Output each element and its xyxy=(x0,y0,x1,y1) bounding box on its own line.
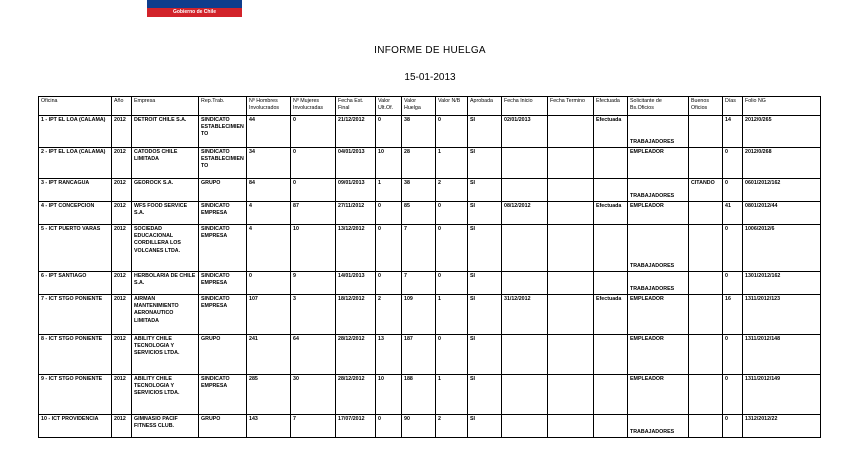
table-cell: 0 xyxy=(376,415,402,438)
table-cell: 2012 xyxy=(112,295,132,335)
table-cell xyxy=(548,415,594,438)
table-cell: 2 xyxy=(436,179,468,202)
column-header: Empresa xyxy=(132,97,199,116)
table-cell: 16 xyxy=(723,295,743,335)
table-cell xyxy=(689,375,723,415)
table-cell xyxy=(548,272,594,295)
table-cell: 1006/2012/6 xyxy=(743,225,821,272)
column-header: Fecha Inicio xyxy=(502,97,548,116)
gobierno-logo xyxy=(147,0,242,17)
table-cell: 0 xyxy=(723,415,743,438)
table-row xyxy=(39,179,821,202)
table-cell: 84 xyxy=(247,179,291,202)
table-cell xyxy=(689,116,723,148)
table-cell: 2012/0/265 xyxy=(743,116,821,148)
column-header: Aprobada xyxy=(468,97,502,116)
table-cell xyxy=(502,179,548,202)
table-cell: 107 xyxy=(247,295,291,335)
table-cell: Efectuada xyxy=(594,295,628,335)
table-cell: 30 xyxy=(291,375,336,415)
table-cell: TRABAJADORES xyxy=(628,179,689,202)
table-cell: 6 - IPT SANTIAGO xyxy=(39,272,112,295)
table-cell: SINDICATO EMPRESA xyxy=(199,225,247,272)
table-row xyxy=(39,375,821,415)
table-cell: 7 xyxy=(402,272,436,295)
table-body xyxy=(39,116,821,438)
table-cell: 10 xyxy=(376,375,402,415)
table-cell: CATODOS CHILE LIMITADA xyxy=(132,148,199,179)
table-cell: SINDICATO ESTABLECIMIENTO xyxy=(199,116,247,148)
table-cell: 85 xyxy=(402,202,436,225)
table-cell: TRABAJADORES xyxy=(628,415,689,438)
column-header: Buenos Oficios xyxy=(689,97,723,116)
table-cell: 0 xyxy=(436,272,468,295)
table-cell: DETROIT CHILE S.A. xyxy=(132,116,199,148)
table-cell: 0 xyxy=(436,335,468,375)
table-row xyxy=(39,225,821,272)
table-cell: 9 xyxy=(291,272,336,295)
table-cell: 2012 xyxy=(112,179,132,202)
table-cell: 2012 xyxy=(112,202,132,225)
table-cell: 0 xyxy=(291,179,336,202)
table-cell: 1 - IPT EL LOA (CALAMA) xyxy=(39,116,112,148)
table-cell: TRABAJADORES xyxy=(628,272,689,295)
table-cell: ABILITY CHILE TECNOLOGIA Y SERVICIOS LTDA. xyxy=(132,335,199,375)
table-cell: 0 xyxy=(436,202,468,225)
column-header: Días xyxy=(723,97,743,116)
table-cell: GRUPO xyxy=(199,179,247,202)
table-cell: SI xyxy=(468,202,502,225)
table-cell: 14/01/2013 xyxy=(336,272,376,295)
table-cell: 09/01/2013 xyxy=(336,179,376,202)
table-cell: 2012 xyxy=(112,375,132,415)
table-cell: SINDICATO EMPRESA xyxy=(199,375,247,415)
column-header: Folio NG xyxy=(743,97,821,116)
table-cell: 2012 xyxy=(112,225,132,272)
report-title: INFORME DE HUELGA xyxy=(374,45,486,56)
table-cell: 2012/0/268 xyxy=(743,148,821,179)
table-cell: 10 - ICT PROVIDENCIA xyxy=(39,415,112,438)
table-cell: 0 xyxy=(376,116,402,148)
table-cell xyxy=(548,335,594,375)
table-row xyxy=(39,272,821,295)
table-cell xyxy=(689,202,723,225)
table-cell: 2012 xyxy=(112,415,132,438)
table-cell: 02/01/2013 xyxy=(502,116,548,148)
table-cell: SI xyxy=(468,225,502,272)
table-cell xyxy=(502,148,548,179)
table-row xyxy=(39,335,821,375)
report-date: 15-01-2013 xyxy=(404,72,456,83)
table-cell xyxy=(502,415,548,438)
column-header: Oficina xyxy=(39,97,112,116)
table-cell xyxy=(548,375,594,415)
logo-caption: Gobierno de Chile xyxy=(172,9,217,15)
table-cell: GEOROCK S.A. xyxy=(132,179,199,202)
table-cell: AIRMAN MANTENIMIENTO AERONAUTICO LIMITADA xyxy=(132,295,199,335)
table-cell: 2 xyxy=(436,415,468,438)
table-cell: 08/12/2012 xyxy=(502,202,548,225)
table-cell xyxy=(502,272,548,295)
table-cell: 27/11/2012 xyxy=(336,202,376,225)
table-cell: 17/07/2012 xyxy=(336,415,376,438)
table-row xyxy=(39,148,821,179)
table-cell: 7 xyxy=(291,415,336,438)
table-cell: 188 xyxy=(402,375,436,415)
table-cell xyxy=(594,375,628,415)
table-cell: 4 xyxy=(247,202,291,225)
table-cell: 1 xyxy=(436,295,468,335)
table-cell: EMPLEADOR xyxy=(628,375,689,415)
table-cell: 187 xyxy=(402,335,436,375)
table-cell: 285 xyxy=(247,375,291,415)
table-cell: 14 xyxy=(723,116,743,148)
table-cell xyxy=(594,225,628,272)
table-cell: 10 xyxy=(376,148,402,179)
column-header: Solicitante de Bs.Oficios xyxy=(628,97,689,116)
table-cell xyxy=(548,148,594,179)
table-cell xyxy=(689,295,723,335)
table-cell: EMPLEADOR xyxy=(628,295,689,335)
table-cell: Efectuada xyxy=(594,202,628,225)
table-cell: 28/12/2012 xyxy=(336,335,376,375)
table-cell: SI xyxy=(468,272,502,295)
table-row xyxy=(39,116,821,148)
table-cell: SI xyxy=(468,375,502,415)
column-header: Fecha Termino xyxy=(548,97,594,116)
table-cell: 28 xyxy=(402,148,436,179)
table-cell: 0 xyxy=(723,179,743,202)
table-cell: 0 xyxy=(436,116,468,148)
table-cell: SI xyxy=(468,179,502,202)
table-cell: 2 - IPT EL LOA (CALAMA) xyxy=(39,148,112,179)
table-cell: 90 xyxy=(402,415,436,438)
table-row xyxy=(39,202,821,225)
table-cell: 04/01/2013 xyxy=(336,148,376,179)
table-cell: 0 xyxy=(723,148,743,179)
table-cell xyxy=(689,272,723,295)
table-cell xyxy=(594,415,628,438)
table-cell: 8 - ICT STGO PONIENTE xyxy=(39,335,112,375)
table-cell: 1312/2012/22 xyxy=(743,415,821,438)
table-cell: SOCIEDAD EDUCACIONAL CORDILLERA LOS VOLCANES LTDA. xyxy=(132,225,199,272)
table-cell: SI xyxy=(468,295,502,335)
table-cell: 2012 xyxy=(112,272,132,295)
table-cell: SI xyxy=(468,415,502,438)
table-cell: 0 xyxy=(376,272,402,295)
table-cell: 38 xyxy=(402,179,436,202)
column-header: Valor Huelga xyxy=(402,97,436,116)
table-cell: SINDICATO EMPRESA xyxy=(199,295,247,335)
table-cell: 18/12/2012 xyxy=(336,295,376,335)
table-cell: 109 xyxy=(402,295,436,335)
table-header-row xyxy=(39,97,821,116)
table-cell xyxy=(502,335,548,375)
table-cell xyxy=(689,225,723,272)
table-cell: 1311/2012/148 xyxy=(743,335,821,375)
column-header: Fecha Est. Final xyxy=(336,97,376,116)
table-cell: EMPLEADOR xyxy=(628,335,689,375)
table-cell: 4 - IPT CONCEPCION xyxy=(39,202,112,225)
table-cell: 2 xyxy=(376,295,402,335)
table-row xyxy=(39,295,821,335)
logo-blue-band xyxy=(147,0,242,8)
table-cell xyxy=(548,295,594,335)
table-cell: 0 xyxy=(723,335,743,375)
table-cell xyxy=(502,375,548,415)
table-cell: 143 xyxy=(247,415,291,438)
table-cell: 2012 xyxy=(112,116,132,148)
table-cell: 1301/2012/162 xyxy=(743,272,821,295)
table-row xyxy=(39,415,821,438)
table-cell: 41 xyxy=(723,202,743,225)
table-cell: 1311/2012/149 xyxy=(743,375,821,415)
table-cell: SINDICATO EMPRESA xyxy=(199,272,247,295)
table-cell: 34 xyxy=(247,148,291,179)
table-cell: TRABAJADORES xyxy=(628,225,689,272)
table-cell: SI xyxy=(468,148,502,179)
table-cell: TRABAJADORES xyxy=(628,116,689,148)
table-cell: 38 xyxy=(402,116,436,148)
table-cell: 13/12/2012 xyxy=(336,225,376,272)
table-cell: 1 xyxy=(436,375,468,415)
table-cell xyxy=(594,272,628,295)
table-cell: 0601/2012/162 xyxy=(743,179,821,202)
table-cell xyxy=(502,225,548,272)
table-cell: GRUPO xyxy=(199,335,247,375)
table-cell: 64 xyxy=(291,335,336,375)
column-header: Nº Hombres Involucrados xyxy=(247,97,291,116)
table-cell: 0 xyxy=(376,225,402,272)
table-cell xyxy=(594,148,628,179)
table-cell: 4 xyxy=(247,225,291,272)
table-cell: 5 - ICT PUERTO VARAS xyxy=(39,225,112,272)
table-cell: 9 - ICT STGO PONIENTE xyxy=(39,375,112,415)
table-cell: GIMNASIO PACIF FITNESS CLUB. xyxy=(132,415,199,438)
column-header: Año xyxy=(112,97,132,116)
table-cell: 0 xyxy=(723,225,743,272)
table-cell: 3 xyxy=(291,295,336,335)
table-cell: 0 xyxy=(436,225,468,272)
table-cell xyxy=(548,202,594,225)
table-cell: 87 xyxy=(291,202,336,225)
table-cell: 0 xyxy=(291,116,336,148)
table-cell: SI xyxy=(468,335,502,375)
table-cell: SI xyxy=(468,116,502,148)
strike-report-table xyxy=(38,96,821,438)
table-cell: EMPLEADOR xyxy=(628,202,689,225)
table-cell: 13 xyxy=(376,335,402,375)
table-cell: 28/12/2012 xyxy=(336,375,376,415)
column-header: Nº Mujeres Involucradas xyxy=(291,97,336,116)
table-cell: 21/12/2012 xyxy=(336,116,376,148)
table-cell: Efectuada xyxy=(594,116,628,148)
table-cell: CITANDO xyxy=(689,179,723,202)
table-cell: 1 xyxy=(436,148,468,179)
column-header: Valor N/B xyxy=(436,97,468,116)
column-header: Rep.Trab. xyxy=(199,97,247,116)
table-cell xyxy=(689,148,723,179)
table-cell: 7 xyxy=(402,225,436,272)
table-cell: 2012 xyxy=(112,335,132,375)
table-cell xyxy=(689,415,723,438)
column-header: Efectuada xyxy=(594,97,628,116)
table-cell: 241 xyxy=(247,335,291,375)
table-cell xyxy=(594,335,628,375)
table-cell: 0 xyxy=(723,272,743,295)
table-cell xyxy=(548,116,594,148)
table-cell: ABILITY CHILE TECNOLOGIA Y SERVICIOS LTDA. xyxy=(132,375,199,415)
table-cell: 0 xyxy=(376,202,402,225)
table-cell xyxy=(594,179,628,202)
table-cell: HERBOLARIA DE CHILE S.A. xyxy=(132,272,199,295)
table-cell: 0 xyxy=(247,272,291,295)
table-cell: 0 xyxy=(291,148,336,179)
table-cell xyxy=(689,335,723,375)
table-cell: 3 - IPT RANCAGUA xyxy=(39,179,112,202)
table-cell: EMPLEADOR xyxy=(628,148,689,179)
table-cell: SINDICATO EMPRESA xyxy=(199,202,247,225)
table-cell: 31/12/2012 xyxy=(502,295,548,335)
table-cell: 44 xyxy=(247,116,291,148)
table-cell: 1311/2012/123 xyxy=(743,295,821,335)
table-cell: 1 xyxy=(376,179,402,202)
table-cell xyxy=(548,225,594,272)
table-cell: GRUPO xyxy=(199,415,247,438)
table-cell: 0 xyxy=(723,375,743,415)
column-header: Valor Ult.Of. xyxy=(376,97,402,116)
table-cell: 2012 xyxy=(112,148,132,179)
table-cell: WFS FOOD SERVICE S.A. xyxy=(132,202,199,225)
table-cell: 10 xyxy=(291,225,336,272)
table-cell: 0801/2012/44 xyxy=(743,202,821,225)
table-cell: SINDICATO ESTABLECIMIENTO xyxy=(199,148,247,179)
table-cell: 7 - ICT STGO PONIENTE xyxy=(39,295,112,335)
table-cell xyxy=(548,179,594,202)
